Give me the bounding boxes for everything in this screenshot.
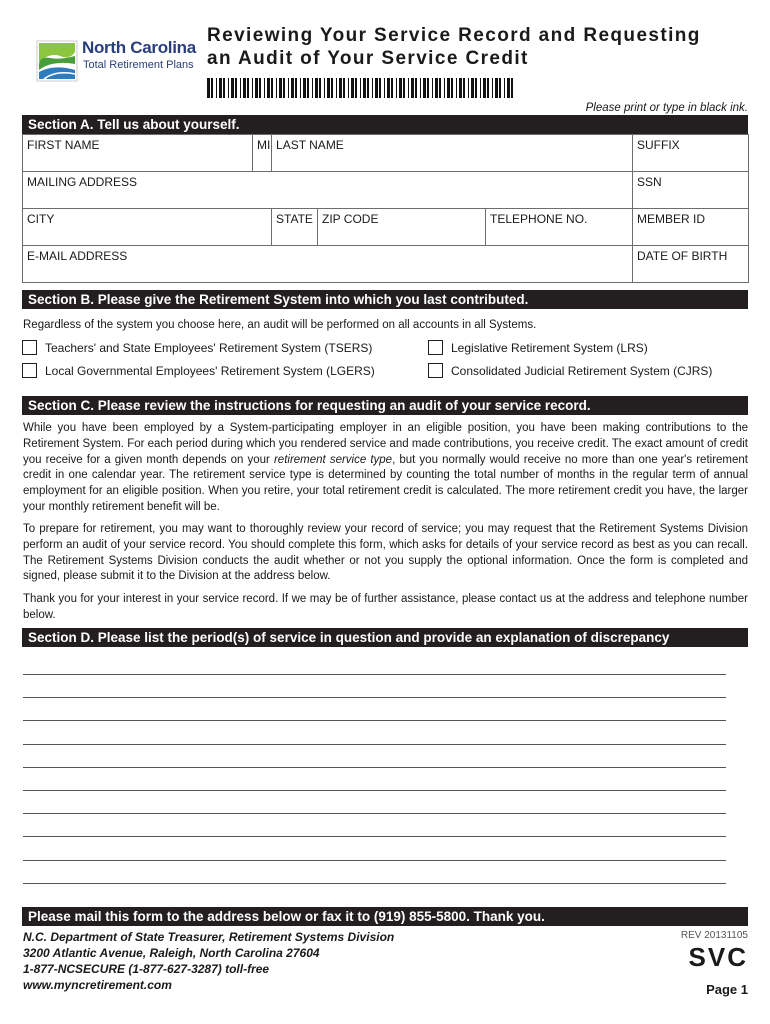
telephone-field[interactable]: TELEPHONE NO. <box>486 209 633 246</box>
writing-line[interactable] <box>23 790 726 791</box>
tsers-checkbox[interactable] <box>22 340 37 355</box>
tsers-label: Teachers' and State Employees' Retirement System (TSERS) <box>45 340 373 355</box>
logo-text-total-retirement-plans: Total Retirement Plans <box>83 59 194 71</box>
instructions-paragraph-1 <box>23 421 748 516</box>
phone-line: 1-877-NCSECURE (1-877-627-3287) toll-free <box>23 962 270 976</box>
address-line-2: 3200 Atlantic Avenue, Raleigh, North Carolina 27604 <box>23 946 320 960</box>
website-line: www.myncretirement.com <box>23 978 172 992</box>
option-lrs[interactable] <box>428 340 648 355</box>
city-field[interactable]: CITY <box>23 209 272 246</box>
logo-mark-icon <box>36 40 78 82</box>
last-name-field[interactable]: LAST NAME <box>272 135 633 172</box>
personal-info-table <box>22 134 749 283</box>
form-code: SVC <box>688 942 748 972</box>
revision-code: REV 20131105 <box>680 930 748 941</box>
option-lgers[interactable] <box>22 363 375 378</box>
zip-code-field[interactable]: ZIP CODE <box>318 209 486 246</box>
option-tsers[interactable] <box>22 340 372 355</box>
mi-field[interactable]: MI <box>253 135 272 172</box>
date-of-birth-field[interactable]: DATE OF BIRTH <box>633 246 749 283</box>
writing-line[interactable] <box>23 860 726 861</box>
section-c-heading: Section C. Please review the instructions for requesting an audit of your service record. <box>22 396 748 415</box>
member-id-field[interactable]: MEMBER ID <box>633 209 749 246</box>
option-cjrs[interactable] <box>428 363 712 378</box>
writing-line[interactable] <box>23 720 726 721</box>
writing-line[interactable] <box>23 767 726 768</box>
suffix-field[interactable]: SUFFIX <box>633 135 749 172</box>
writing-line[interactable] <box>23 883 726 884</box>
nc-total-retirement-plans-logo <box>36 36 196 86</box>
writing-line[interactable] <box>23 674 726 675</box>
logo-text-north-carolina: North Carolina <box>82 38 196 57</box>
instructions-paragraph-2: To prepare for retirement, you may want to thoroughly review your record of service; you may request that the Retirement Systems Division perform an audit of your service record. You should complete this form, which asks for details of your service record as best as you can recall. The Retirement Systems Division conducts the audit whether or not you supply the optional information. Once the form is completed and signed, please submit it to the Division at the address below. <box>23 523 748 583</box>
email-field[interactable]: E-MAIL ADDRESS <box>23 246 633 283</box>
form-title-line1: Reviewing Your Service Record and Requesting <box>207 25 701 46</box>
page-number: Page 1 <box>706 982 748 997</box>
ink-instruction: Please print or type in black ink. <box>585 102 748 114</box>
writing-line[interactable] <box>23 744 726 745</box>
lrs-checkbox[interactable] <box>428 340 443 355</box>
section-d-heading: Section D. Please list the period(s) of service in question and provide an explanation of discrepancy <box>22 628 748 647</box>
first-name-field[interactable]: FIRST NAME <box>23 135 253 172</box>
form-title-line2: an Audit of Your Service Credit <box>207 48 529 69</box>
mailing-address-field[interactable]: MAILING ADDRESS <box>23 172 633 209</box>
cjrs-checkbox[interactable] <box>428 363 443 378</box>
writing-line[interactable] <box>23 813 726 814</box>
mail-instructions-heading: Please mail this form to the address below or fax it to (919) 855-5800. Thank you. <box>22 907 748 926</box>
writing-line[interactable] <box>23 697 726 698</box>
address-line-1: N.C. Department of State Treasurer, Retirement Systems Division <box>23 930 395 944</box>
ssn-field[interactable]: SSN <box>633 172 749 209</box>
section-b-heading: Section B. Please give the Retirement System into which you last contributed. <box>22 290 748 309</box>
section-a-heading: Section A. Tell us about yourself. <box>22 115 748 134</box>
instructions-p1-part-a: While you have been employed by a System-participating employer in an eligible position, you have been making contributions to the Retirement System. For each period during which you rendered service and made contributions, you receive credit. The exact amount of credit you receive for a given month depends on your <box>23 422 748 466</box>
instructions-p1-part-b: , but you normally would receive no more than one year's retirement credit in one calendar year. The retirement service type is determined by counting the total number of months in the regular term of annual employment for an eligible position. When you retire, your total retirement credit is calculated. The more retirement credit you have, the larger your monthly retirement benefit will be. <box>23 453 748 513</box>
lgers-checkbox[interactable] <box>22 363 37 378</box>
retirement-service-type-term: retirement service type <box>273 453 393 466</box>
state-field[interactable]: STATE <box>272 209 318 246</box>
section-b-note: Regardless of the system you choose here, an audit will be performed on all accounts in all Systems. <box>23 319 537 331</box>
lrs-label: Legislative Retirement System (LRS) <box>451 340 648 355</box>
instructions-paragraph-3: Thank you for your interest in your service record. If we may be of further assistance, please contact us at the address and telephone number below. <box>23 593 748 621</box>
lgers-label: Local Governmental Employees' Retirement System (LGERS) <box>45 363 375 378</box>
writing-line[interactable] <box>23 836 726 837</box>
cjrs-label: Consolidated Judicial Retirement System (CJRS) <box>451 363 713 378</box>
form-title <box>207 24 752 70</box>
barcode <box>207 78 515 98</box>
mailing-address-block <box>23 929 394 993</box>
